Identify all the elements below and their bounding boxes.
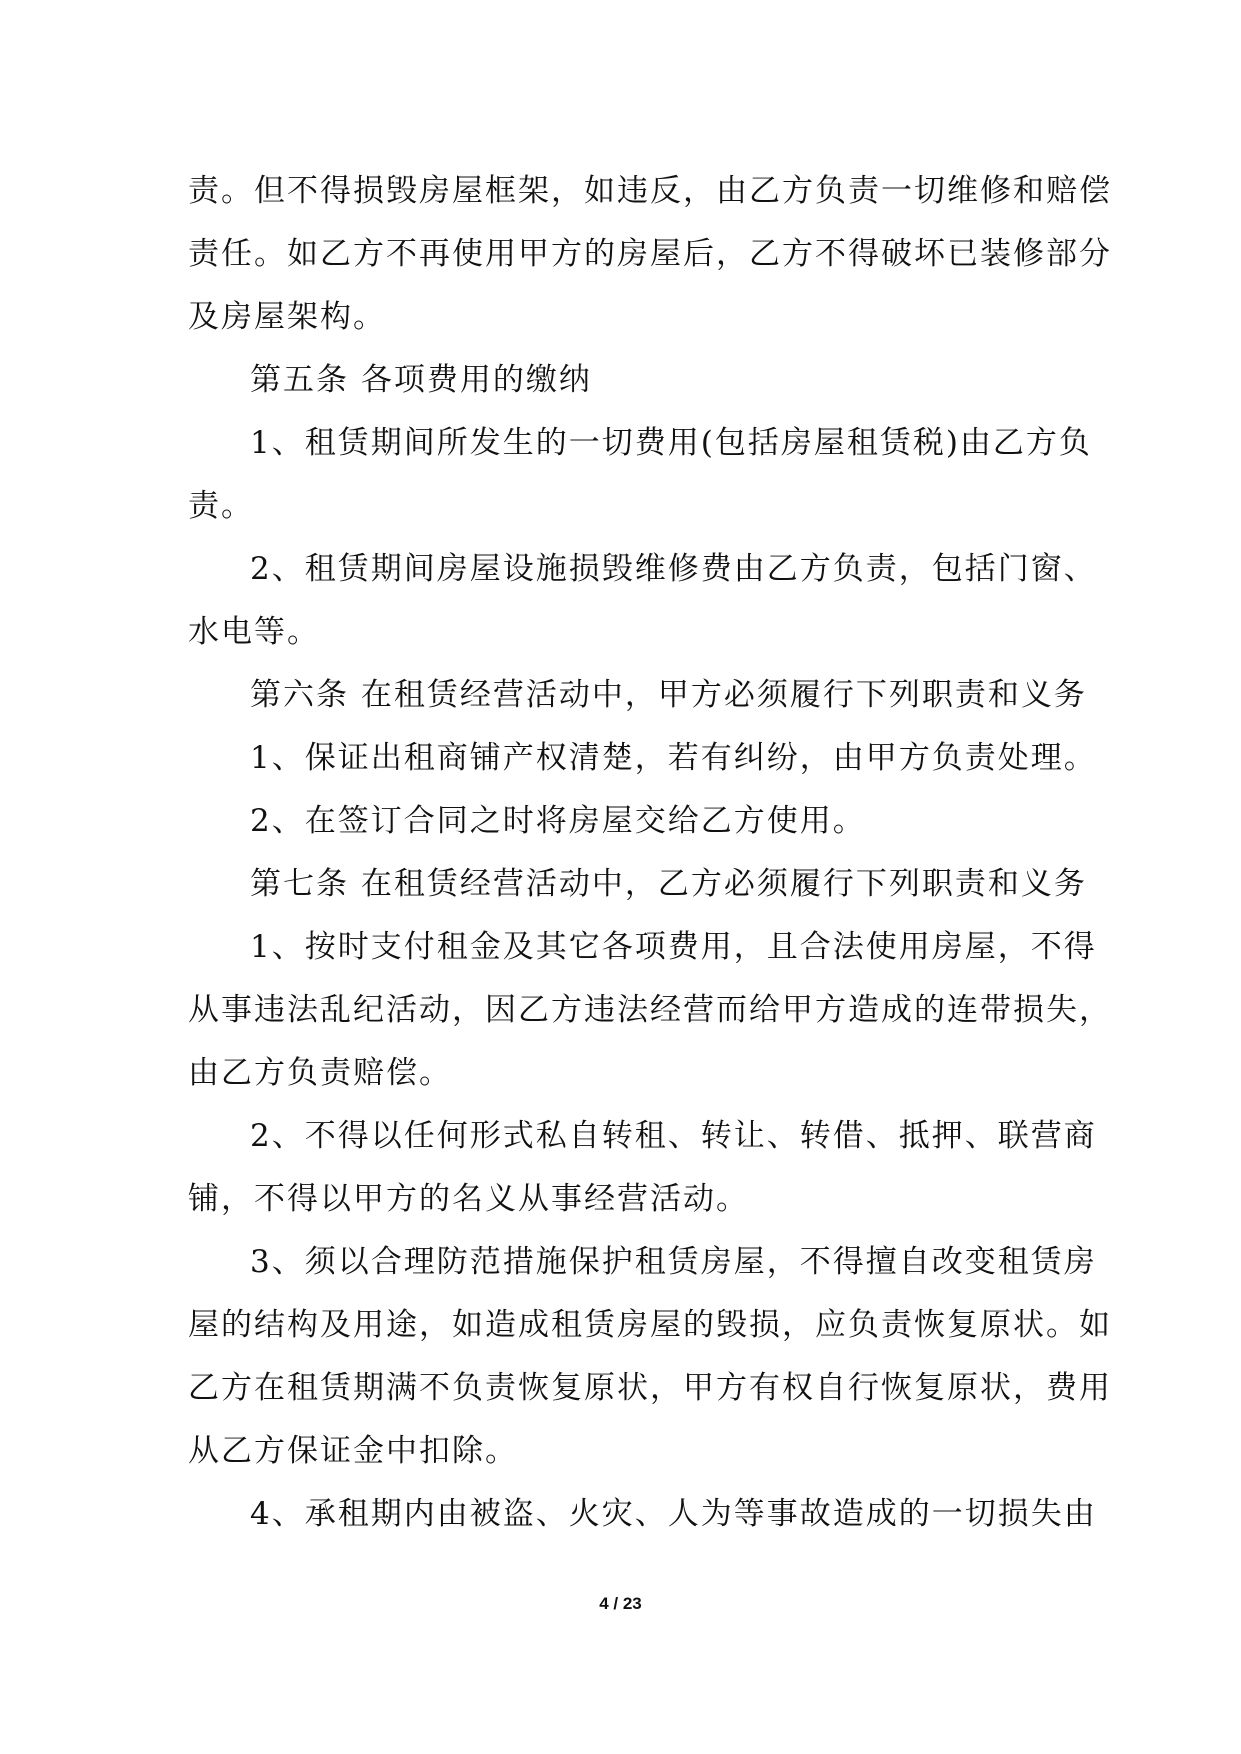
text-line: 屋的结构及用途，如造成租赁房屋的毁损，应负责恢复原状。如 [188, 1307, 1112, 1343]
text-line: 第六条 在租赁经营活动中，甲方必须履行下列职责和义务 [250, 677, 1087, 713]
text-line: 责。但不得损毁房屋框架，如违反，由乙方负责一切维修和赔偿 [188, 173, 1112, 209]
text-line: 责任。如乙方不再使用甲方的房屋后，乙方不得破坏已装修部分 [188, 236, 1112, 272]
text-line: 铺，不得以甲方的名义从事经营活动。 [188, 1181, 749, 1217]
text-line: 3、须以合理防范措施保护租赁房屋，不得擅自改变租赁房 [250, 1244, 1097, 1280]
text-line: 第五条 各项费用的缴纳 [250, 362, 592, 398]
text-line: 第七条 在租赁经营活动中，乙方必须履行下列职责和义务 [250, 866, 1087, 902]
text-line: 及房屋架构。 [188, 299, 386, 335]
text-line: 1、保证出租商铺产权清楚，若有纠纷，由甲方负责处理。 [250, 740, 1097, 776]
page-number: 4 / 23 [599, 1594, 642, 1613]
text-line: 乙方在租赁期满不负责恢复原状，甲方有权自行恢复原状，费用 [188, 1370, 1112, 1406]
text-line: 4、承租期内由被盗、火灾、人为等事故造成的一切损失由 [250, 1496, 1097, 1532]
text-line: 责。 [188, 488, 254, 524]
text-line: 2、租赁期间房屋设施损毁维修费由乙方负责，包括门窗、 [250, 551, 1097, 587]
text-line: 2、在签订合同之时将房屋交给乙方使用。 [250, 803, 866, 839]
text-line: 从事违法乱纪活动，因乙方违法经营而给甲方造成的连带损失， [188, 992, 1112, 1028]
text-line: 1、租赁期间所发生的一切费用(包括房屋租赁税)由乙方负 [250, 425, 1092, 461]
text-line: 由乙方负责赔偿。 [188, 1055, 452, 1091]
text-line: 水电等。 [188, 614, 320, 650]
text-line: 1、按时支付租金及其它各项费用，且合法使用房屋，不得 [250, 929, 1097, 965]
contract-body [188, 160, 1112, 1546]
text-line: 2、不得以任何形式私自转租、转让、转借、抵押、联营商 [250, 1118, 1097, 1154]
text-line: 从乙方保证金中扣除。 [188, 1433, 518, 1469]
